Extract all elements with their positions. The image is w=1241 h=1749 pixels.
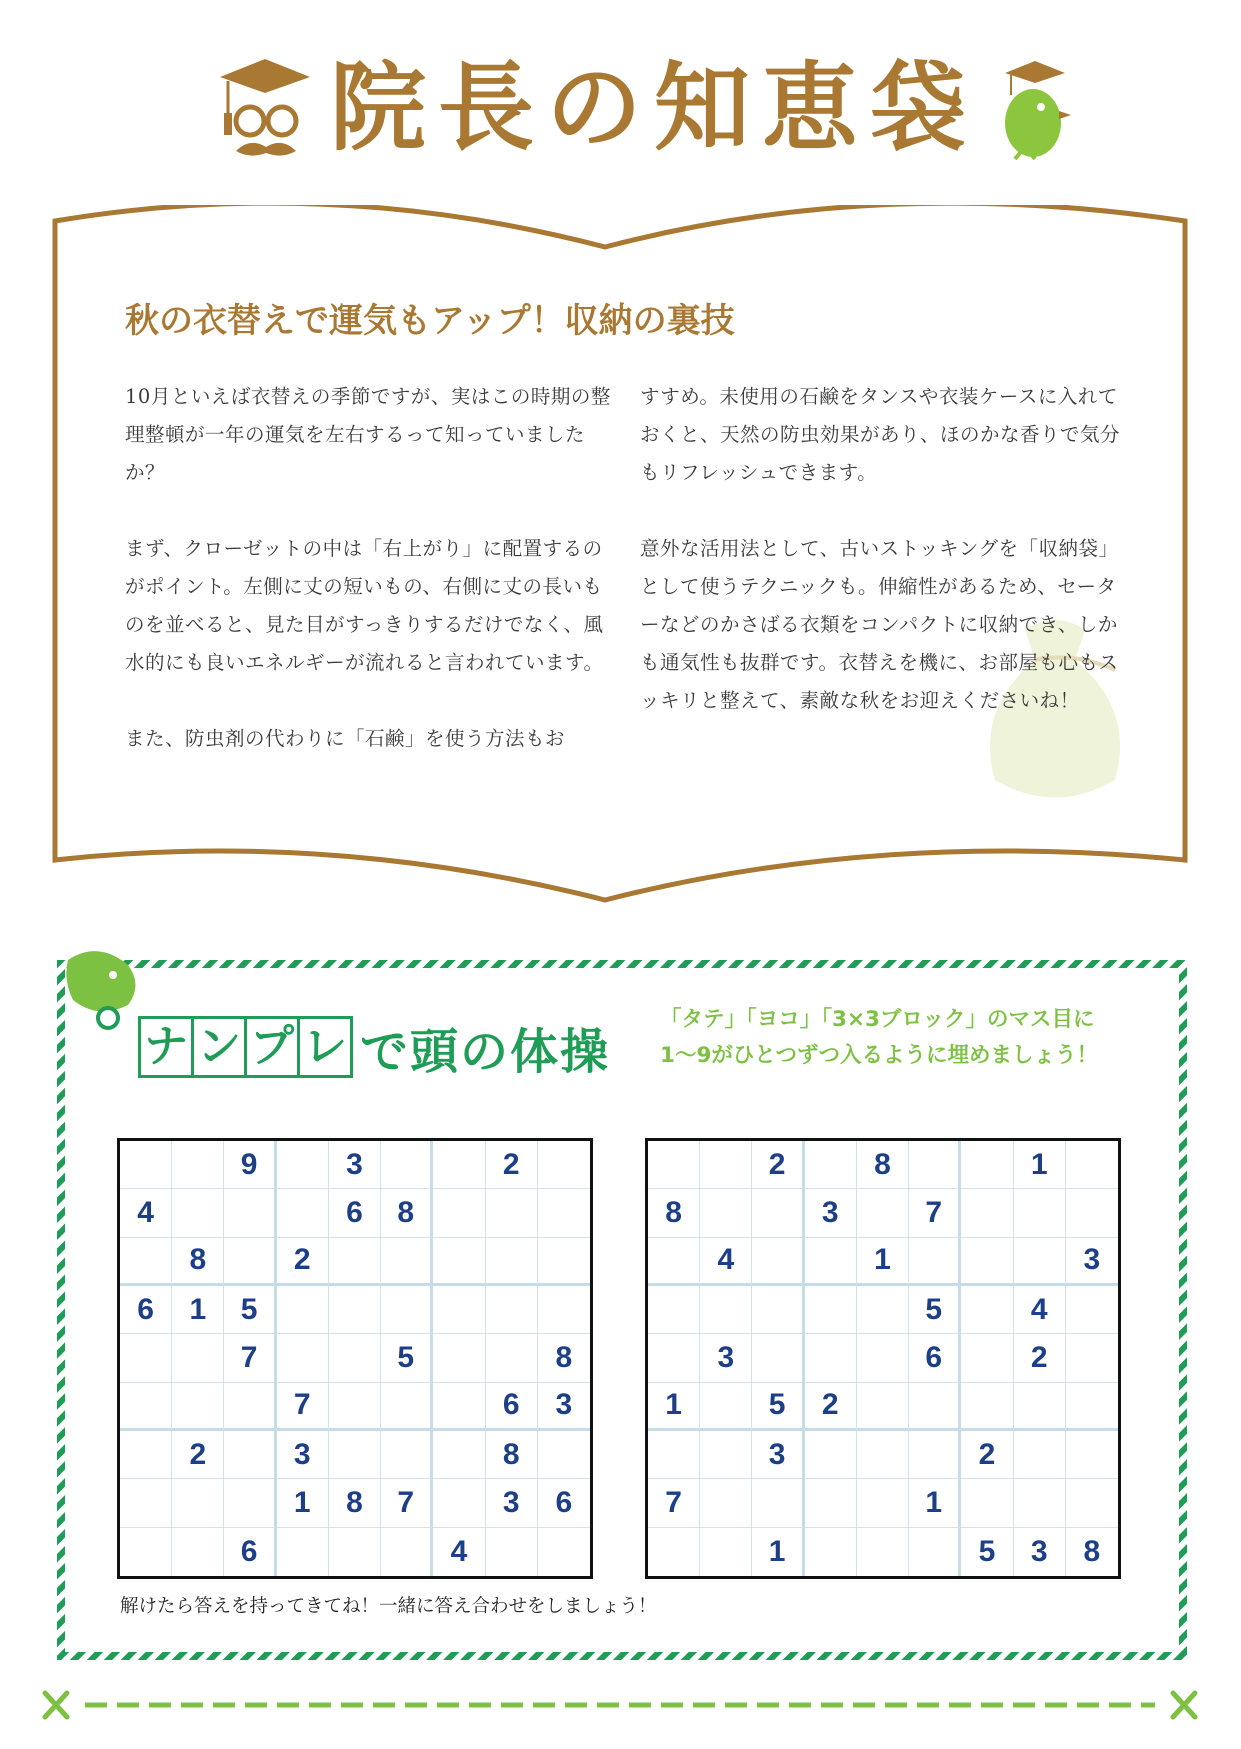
sudoku-cell — [961, 1479, 1013, 1527]
sudoku-cell — [1066, 1334, 1118, 1382]
sudoku-cell: 3 — [700, 1334, 752, 1382]
sudoku-cell — [277, 1141, 329, 1189]
sudoku-cell — [805, 1528, 857, 1576]
sudoku-cell — [486, 1286, 538, 1334]
sudoku-cell — [329, 1528, 381, 1576]
sudoku-cell: 5 — [961, 1528, 1013, 1576]
sudoku-cell — [433, 1238, 485, 1286]
article-paragraph: すすめ。未使用の石鹸をタンスや衣装ケースに入れておくと、天然の防虫効果があり、ほのかな香りで気分もリフレッシュできます。 — [640, 385, 1121, 484]
sudoku-cell — [329, 1238, 381, 1286]
sudoku-cell: 1 — [909, 1479, 961, 1527]
sudoku-cell: 7 — [277, 1383, 329, 1431]
sudoku-cell: 8 — [538, 1334, 590, 1382]
sudoku-cell — [961, 1189, 1013, 1237]
sudoku-cell: 3 — [752, 1431, 804, 1479]
sudoku-cell — [700, 1189, 752, 1237]
sudoku-cell: 7 — [381, 1479, 433, 1527]
sudoku-cell — [329, 1334, 381, 1382]
sudoku-cell — [700, 1383, 752, 1431]
sudoku-cell: 2 — [752, 1141, 804, 1189]
sudoku-cell: 8 — [329, 1479, 381, 1527]
sudoku-cell — [224, 1238, 276, 1286]
sudoku-cell — [752, 1238, 804, 1286]
sudoku-cell: 3 — [1014, 1528, 1066, 1576]
title-box-char: ナ — [138, 1016, 194, 1078]
sudoku-cell: 8 — [648, 1189, 700, 1237]
sudoku-cell — [805, 1334, 857, 1382]
puzzle-instruction — [660, 1002, 1160, 1074]
sudoku-cell — [700, 1141, 752, 1189]
article-paragraph: 意外な活用法として、古いストッキングを「収納袋」として使うテクニックも。伸縮性があるため、セーターなどのかさばる衣類をコンパクトに収納でき、しかも通気性も抜群です。衣替えを機に、お部屋も心もスッキリと整えて、素敵な秋をお迎えくださいね！ — [640, 537, 1119, 712]
sudoku-cell: 8 — [172, 1238, 224, 1286]
sudoku-cell — [1014, 1238, 1066, 1286]
sudoku-cell: 2 — [486, 1141, 538, 1189]
sudoku-cell — [909, 1383, 961, 1431]
sudoku-cell — [433, 1141, 485, 1189]
sudoku-cell — [1066, 1431, 1118, 1479]
sudoku-cell — [752, 1334, 804, 1382]
sudoku-cell — [486, 1528, 538, 1576]
sudoku-cell: 4 — [120, 1189, 172, 1237]
sudoku-cell: 2 — [1014, 1334, 1066, 1382]
sudoku-cell: 3 — [538, 1383, 590, 1431]
sudoku-cell: 6 — [329, 1189, 381, 1237]
sudoku-cell — [1014, 1189, 1066, 1237]
sudoku-cell — [857, 1334, 909, 1382]
footer-note: 解けたら答えを持ってきてね！一緒に答え合わせをしましょう！ — [120, 1596, 657, 1617]
sudoku-cell — [538, 1528, 590, 1576]
sudoku-cell — [538, 1286, 590, 1334]
article-paragraph: まず、クローゼットの中は「右上がり」に配置するのがポイント。左側に丈の短いもの、右側に丈の長いものを並べると、見た目がすっきりするだけでなく、風水的にも良いエネルギーが流れると言われています。 — [125, 537, 604, 674]
sudoku-cell: 2 — [961, 1431, 1013, 1479]
sudoku-cell — [120, 1141, 172, 1189]
sudoku-cell — [172, 1528, 224, 1576]
sudoku-cell — [381, 1141, 433, 1189]
sudoku-cell — [1066, 1141, 1118, 1189]
sudoku-cell: 7 — [648, 1479, 700, 1527]
sudoku-cell — [538, 1189, 590, 1237]
sudoku-cell — [381, 1528, 433, 1576]
sudoku-cell — [433, 1189, 485, 1237]
sudoku-cell — [486, 1238, 538, 1286]
sudoku-cell: 7 — [909, 1189, 961, 1237]
sudoku-cell: 5 — [381, 1334, 433, 1382]
sudoku-cell: 4 — [1014, 1286, 1066, 1334]
sudoku-cell — [381, 1238, 433, 1286]
sudoku-cell — [961, 1141, 1013, 1189]
sudoku-cell — [700, 1286, 752, 1334]
sudoku-cell: 2 — [172, 1431, 224, 1479]
sudoku-cell — [700, 1431, 752, 1479]
sudoku-cell — [433, 1383, 485, 1431]
sudoku-cell — [909, 1141, 961, 1189]
sudoku-cell: 1 — [1014, 1141, 1066, 1189]
sudoku-cell — [805, 1238, 857, 1286]
sudoku-cell: 4 — [433, 1528, 485, 1576]
sudoku-cell — [857, 1286, 909, 1334]
sudoku-cell — [172, 1189, 224, 1237]
graduate-bird-icon — [985, 55, 1075, 165]
sudoku-cell: 5 — [909, 1286, 961, 1334]
sudoku-cell — [433, 1431, 485, 1479]
sudoku-cell — [1066, 1189, 1118, 1237]
bottom-divider — [40, 1685, 1200, 1725]
sudoku-cell — [857, 1383, 909, 1431]
sudoku-cell — [538, 1431, 590, 1479]
sudoku-cell: 6 — [538, 1479, 590, 1527]
sudoku-cell — [277, 1189, 329, 1237]
sudoku-cell — [1014, 1479, 1066, 1527]
sudoku-cell — [381, 1431, 433, 1479]
sudoku-cell — [120, 1334, 172, 1382]
sudoku-cell: 6 — [486, 1383, 538, 1431]
sudoku-cell — [805, 1141, 857, 1189]
title-box-char: ン — [191, 1016, 247, 1078]
sudoku-cell — [1066, 1286, 1118, 1334]
sudoku-cell — [329, 1383, 381, 1431]
sudoku-cell — [172, 1383, 224, 1431]
puzzle-title-rest: で頭の体操 — [360, 1023, 611, 1080]
sudoku-cell — [120, 1431, 172, 1479]
sudoku-cell: 8 — [1083, 1534, 1101, 1568]
sudoku-cell — [805, 1479, 857, 1527]
sudoku-cell — [1014, 1383, 1066, 1431]
sudoku-cell — [433, 1334, 485, 1382]
sudoku-cell: 7 — [224, 1334, 276, 1382]
sudoku-cell — [857, 1431, 909, 1479]
sudoku-cell: 6 — [909, 1334, 961, 1382]
sudoku-cell — [805, 1431, 857, 1479]
sudoku-cell — [909, 1528, 961, 1576]
title-box-char: レ — [297, 1016, 353, 1078]
sudoku-cell: 8 — [857, 1141, 909, 1189]
sudoku-cell: 3 — [486, 1479, 538, 1527]
sudoku-cell — [538, 1141, 590, 1189]
sudoku-cell — [381, 1383, 433, 1431]
sudoku-cell — [277, 1334, 329, 1382]
sudoku-cell — [172, 1141, 224, 1189]
sudoku-cell — [277, 1528, 329, 1576]
sudoku-cell: 1 — [172, 1286, 224, 1334]
sudoku-cell — [381, 1286, 433, 1334]
sudoku-cell: 1 — [648, 1383, 700, 1431]
article-title: 秋の衣替えで運気もアップ！収納の裏技 — [125, 301, 735, 341]
sudoku-cell: 2 — [805, 1383, 857, 1431]
sudoku-cell: 3 — [1066, 1238, 1118, 1286]
article-column-right — [640, 378, 1130, 758]
sudoku-cell — [961, 1286, 1013, 1334]
sudoku-cell — [857, 1189, 909, 1237]
sudoku-cell — [120, 1238, 172, 1286]
sudoku-cell: 6 — [120, 1286, 172, 1334]
sudoku-grid-1 — [117, 1138, 593, 1579]
sudoku-cell — [172, 1334, 224, 1382]
doctor-mustache-icon — [210, 55, 320, 165]
sudoku-cell — [648, 1528, 700, 1576]
sudoku-cell — [700, 1479, 752, 1527]
sudoku-cell — [120, 1528, 172, 1576]
sudoku-cell — [224, 1383, 276, 1431]
instruction-line: 「タテ」「ヨコ」「3×3ブロック」のマス目に — [660, 1007, 1095, 1032]
sudoku-cell: 8 — [486, 1431, 538, 1479]
sudoku-cell — [486, 1334, 538, 1382]
sudoku-cell — [486, 1189, 538, 1237]
sudoku-cell — [857, 1479, 909, 1527]
sudoku-cell — [120, 1383, 172, 1431]
sudoku-cell — [329, 1431, 381, 1479]
sudoku-cell: 3 — [329, 1141, 381, 1189]
article-column-left — [125, 378, 615, 796]
sudoku-cell: 1 — [277, 1479, 329, 1527]
page-title: 院長の知恵袋 — [330, 52, 978, 164]
sudoku-cell: 5 — [752, 1383, 804, 1431]
sudoku-cell: 1 — [752, 1528, 804, 1576]
sudoku-cell — [805, 1286, 857, 1334]
sudoku-cell — [1066, 1383, 1118, 1431]
sudoku-cell: 3 — [277, 1431, 329, 1479]
sudoku-cell — [909, 1238, 961, 1286]
sudoku-cell: 3 — [805, 1189, 857, 1237]
sudoku-cell — [961, 1334, 1013, 1382]
sudoku-cell — [648, 1286, 700, 1334]
sudoku-cell — [1014, 1431, 1066, 1479]
title-box-char: プ — [244, 1016, 300, 1078]
sudoku-cell: 9 — [224, 1141, 276, 1189]
sudoku-cell — [1066, 1479, 1118, 1527]
sudoku-cell: 4 — [700, 1238, 752, 1286]
sudoku-cell — [648, 1431, 700, 1479]
sudoku-cell: 8 — [381, 1189, 433, 1237]
sudoku-cell — [700, 1528, 752, 1576]
sudoku-cell — [752, 1189, 804, 1237]
sudoku-cell — [224, 1479, 276, 1527]
sudoku-cell — [752, 1479, 804, 1527]
puzzle-title — [138, 1012, 610, 1082]
sudoku-cell: 1 — [857, 1238, 909, 1286]
sudoku-cell: 5 — [224, 1286, 276, 1334]
sudoku-grid-2 — [645, 1138, 1121, 1579]
sudoku-cell — [277, 1286, 329, 1334]
sudoku-cell — [224, 1431, 276, 1479]
sudoku-cell — [433, 1479, 485, 1527]
sudoku-cell: 2 — [277, 1238, 329, 1286]
sudoku-cell — [648, 1238, 700, 1286]
sudoku-cell — [538, 1238, 590, 1286]
sudoku-cell — [172, 1479, 224, 1527]
sudoku-cell — [857, 1528, 909, 1576]
sudoku-cell: 6 — [224, 1528, 276, 1576]
article-paragraph: 10月といえば衣替えの季節ですが、実はこの時期の整理整頓が一年の運気を左右するって知っていましたか？ — [125, 385, 611, 484]
sudoku-cell — [961, 1383, 1013, 1431]
sudoku-cell — [329, 1286, 381, 1334]
sudoku-cell — [648, 1334, 700, 1382]
sudoku-cell — [120, 1479, 172, 1527]
sudoku-cell — [961, 1238, 1013, 1286]
sudoku-cell — [752, 1286, 804, 1334]
sudoku-cell — [909, 1431, 961, 1479]
article-paragraph: また、防虫剤の代わりに「石鹸」を使う方法もお — [125, 727, 566, 750]
sudoku-cell — [224, 1189, 276, 1237]
sudoku-cell — [648, 1141, 700, 1189]
instruction-line: 1〜9がひとつずつ入るように埋めましょう！ — [660, 1043, 1098, 1068]
sudoku-cell — [433, 1286, 485, 1334]
